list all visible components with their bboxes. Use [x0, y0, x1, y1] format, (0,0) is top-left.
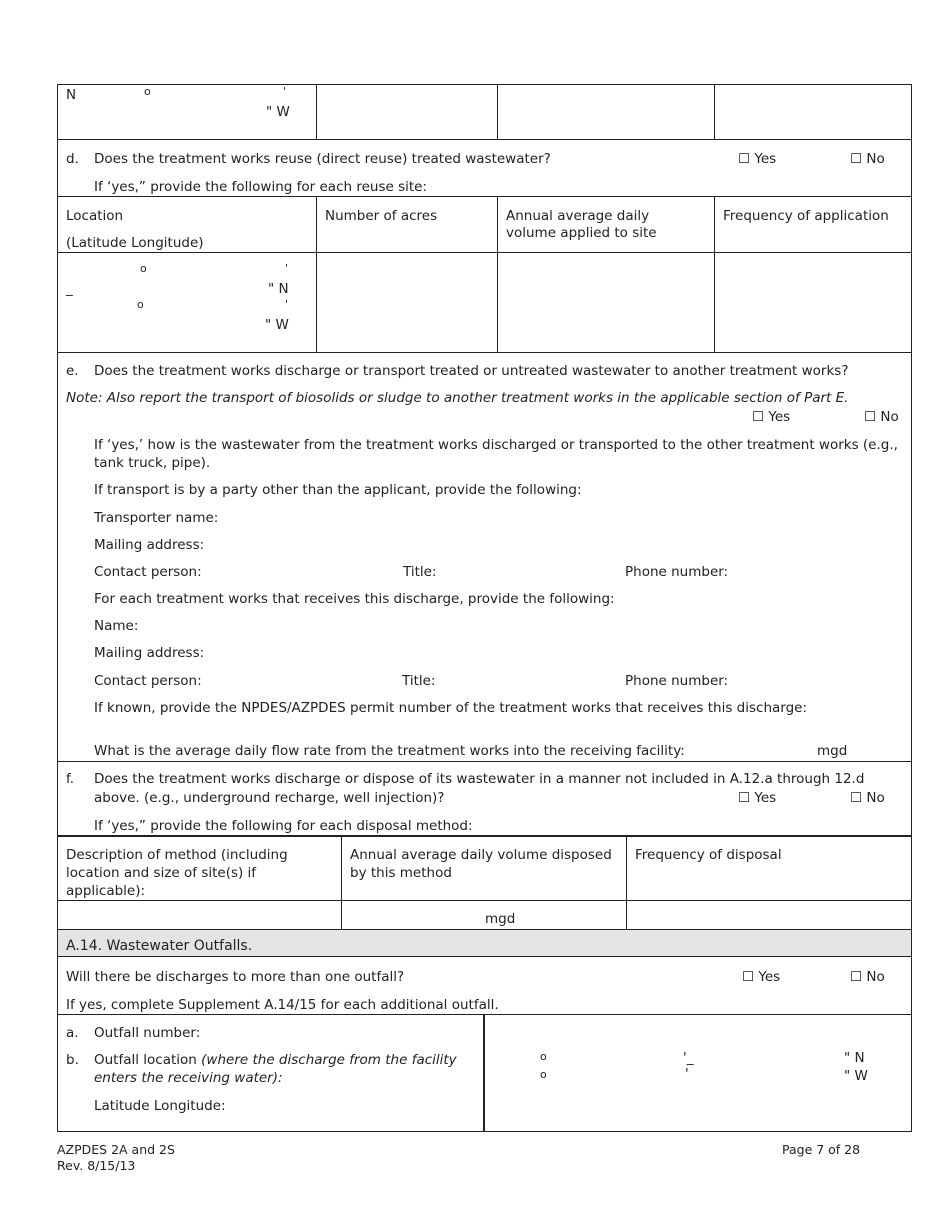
- section-d-instruction: If ‘yes,” provide the following for each reuse site:: [94, 179, 428, 195]
- d-yes-checkbox[interactable]: ☐ Yes: [738, 151, 777, 167]
- header-desc-1: Description of method (including: [66, 847, 288, 863]
- outfall-location-text: Outfall location: [94, 1052, 197, 1068]
- header-latlong: (Latitude Longitude): [66, 235, 204, 251]
- title-label: Title:: [402, 673, 436, 689]
- contact-person-label: Contact person:: [94, 673, 202, 689]
- header-acres: Number of acres: [325, 208, 438, 224]
- title-label: Title:: [403, 564, 437, 580]
- coord-west-label: " W: [266, 104, 290, 120]
- contact-person-label: Contact person:: [94, 564, 202, 580]
- header-vol-1: Annual average daily volume disposed: [350, 847, 612, 863]
- coord-latitude-label: N: [66, 87, 77, 103]
- divider: [714, 196, 715, 353]
- header-location: Location: [66, 208, 124, 224]
- coord-north-label: " N: [844, 1050, 865, 1066]
- divider: [57, 252, 912, 253]
- header-desc-2: location and size of site(s) if: [66, 865, 257, 881]
- mailing-address-label: Mailing address:: [94, 645, 205, 661]
- section-d-letter: d.: [66, 151, 79, 167]
- section-f-instruction: If ‘yes,” provide the following for each disposal method:: [94, 818, 473, 834]
- f-no-checkbox[interactable]: ☐ No: [850, 790, 885, 806]
- divider: [497, 84, 498, 140]
- permit-number-label: If known, provide the NPDES/AZPDES permit number of the treatment works that receives this discharge:: [94, 700, 808, 716]
- outfall-location-italic-2: enters the receiving water):: [94, 1070, 283, 1086]
- e-how-line-2: tank truck, pipe).: [94, 455, 211, 471]
- mgd-unit: mgd: [485, 911, 516, 927]
- header-annual-1: Annual average daily: [506, 208, 650, 224]
- e-yes-checkbox[interactable]: ☐ Yes: [752, 409, 791, 425]
- outfall-number-label: Outfall number:: [94, 1025, 201, 1041]
- e-transport-party: If transport is by a party other than the applicant, provide the following:: [94, 482, 582, 498]
- minute-mark: ': [285, 298, 289, 311]
- section-f-question-1: Does the treatment works discharge or dispose of its wastewater in a manner not included in A.12.a through 12.d: [94, 771, 865, 787]
- flow-rate-label: What is the average daily flow rate from the treatment works into the receiving facility:: [94, 743, 685, 759]
- degree-mark: o: [540, 1068, 547, 1081]
- coord-north-label: " N: [268, 281, 289, 297]
- divider: [57, 196, 912, 197]
- degree-mark: o: [137, 298, 144, 311]
- divider: [714, 84, 715, 140]
- minute-dash-mark: '_: [683, 1050, 694, 1066]
- mailing-address-label: Mailing address:: [94, 537, 205, 553]
- header-freq: Frequency of disposal: [635, 847, 782, 863]
- e-how-line-1: If ‘yes,’ how is the wastewater from the treatment works discharged or transported to the other treatment works (e.g.,: [94, 437, 898, 453]
- header-frequency: Frequency of application: [723, 208, 889, 224]
- header-desc-3: applicable):: [66, 883, 146, 899]
- header-vol-2: by this method: [350, 865, 452, 881]
- outfall-b-letter: b.: [66, 1052, 79, 1068]
- divider: [316, 84, 317, 140]
- e-no-checkbox[interactable]: ☐ No: [864, 409, 899, 425]
- a14-yes-checkbox[interactable]: ☐ Yes: [742, 969, 781, 985]
- mgd-unit: mgd: [817, 743, 848, 759]
- phone-number-label: Phone number:: [625, 564, 729, 580]
- divider: [483, 1014, 485, 1132]
- transporter-name-label: Transporter name:: [94, 510, 219, 526]
- latlong-label: Latitude Longitude:: [94, 1098, 226, 1114]
- minute-mark: ': [285, 262, 289, 275]
- divider: [497, 196, 498, 353]
- divider: [626, 836, 627, 930]
- footer-page-number: Page 7 of 28: [782, 1142, 861, 1157]
- minute-mark: ': [685, 1066, 689, 1082]
- minute-mark: ': [283, 85, 287, 98]
- a14-no-checkbox[interactable]: ☐ No: [850, 969, 885, 985]
- name-label: Name:: [94, 618, 139, 634]
- divider: [341, 836, 342, 930]
- degree-mark: o: [540, 1050, 547, 1063]
- section-f-question-2: above. (e.g., underground recharge, well injection)?: [94, 790, 445, 806]
- outfall-location-italic-1: (where the discharge from the facility: [201, 1052, 457, 1068]
- a14-question: Will there be discharges to more than one outfall?: [66, 969, 405, 985]
- divider: [316, 196, 317, 353]
- footer-form-id: AZPDES 2A and 2S: [57, 1142, 175, 1157]
- section-e-question: Does the treatment works discharge or transport treated or untreated wastewater to another treatment works?: [94, 363, 849, 379]
- section-d-question: Does the treatment works reuse (direct reuse) treated wastewater?: [94, 151, 551, 167]
- e-each-receives: For each treatment works that receives this discharge, provide the following:: [94, 591, 615, 607]
- a14-instruction: If yes, complete Supplement A.14/15 for each additional outfall.: [66, 997, 499, 1013]
- header-annual-2: volume applied to site: [506, 225, 657, 241]
- degree-mark: o: [140, 262, 147, 275]
- footer-revision: Rev. 8/15/13: [57, 1158, 136, 1173]
- degree-mark: o: [144, 85, 151, 98]
- section-f-letter: f.: [66, 771, 75, 787]
- section-e-note: Note: Also report the transport of biosolids or sludge to another treatment works in the applicable section of Part E.: [66, 390, 849, 406]
- d-no-checkbox[interactable]: ☐ No: [850, 151, 885, 167]
- outfall-location-label: [94, 1052, 457, 1068]
- phone-number-label: Phone number:: [625, 673, 729, 689]
- outfall-a-letter: a.: [66, 1025, 79, 1041]
- dash-mark: _: [66, 281, 73, 297]
- top-coordinate-row: [57, 84, 912, 140]
- coord-west-label: " W: [265, 317, 289, 333]
- f-yes-checkbox[interactable]: ☐ Yes: [738, 790, 777, 806]
- a14-title: A.14. Wastewater Outfalls.: [66, 938, 253, 954]
- coord-west-label: " W: [844, 1068, 868, 1084]
- divider: [57, 900, 912, 901]
- section-e-letter: e.: [66, 363, 79, 379]
